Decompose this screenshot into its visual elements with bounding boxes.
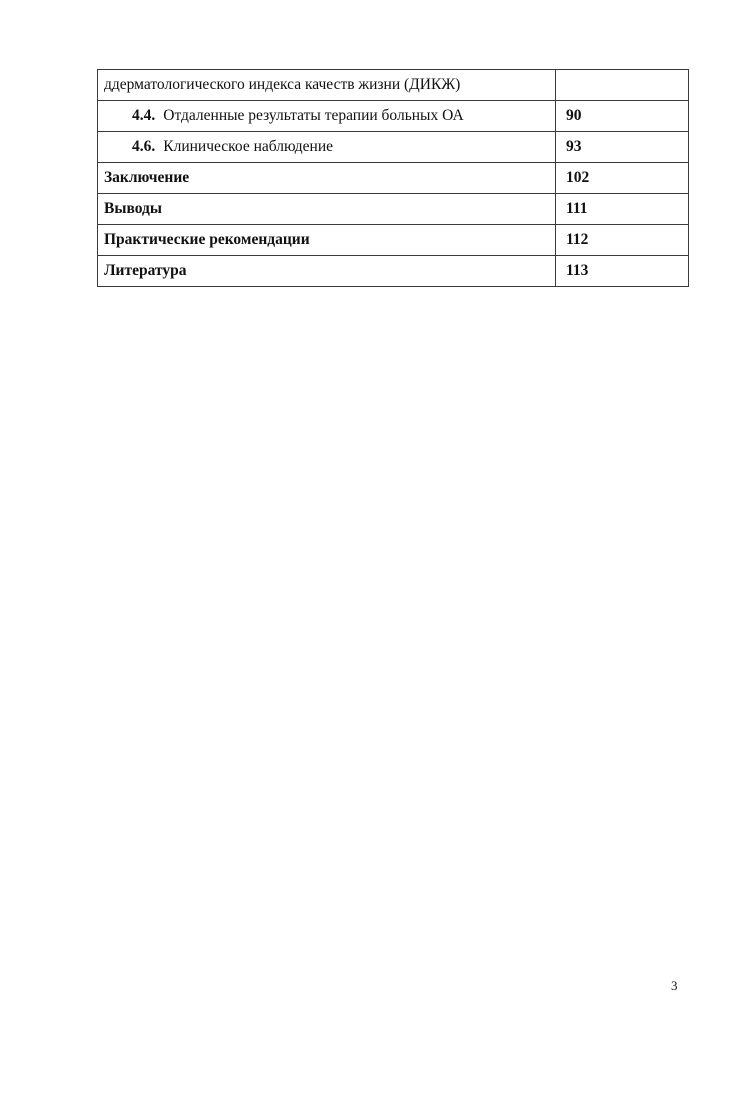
toc-entry-literature: Литература [98,256,556,287]
toc-entry-4-4 [98,101,556,132]
toc-entry-page: 93 [556,132,689,163]
toc-entry-title: Отдаленные результаты терапии больных ОА [163,107,464,124]
toc-row-conclusion [98,163,689,194]
toc-entry-findings: Выводы [98,194,556,225]
toc-entry-number: 4.4. [132,107,156,124]
toc-entry-number: 4.6. [132,138,156,155]
toc-row-findings [98,194,689,225]
page-number: 3 [671,978,678,993]
toc-entry-conclusion: Заключение [98,163,556,194]
toc-entry-page: 112 [556,225,689,256]
toc-entry-title: Клиническое наблюдение [163,138,334,155]
toc-entry-page: 90 [556,101,689,132]
toc-entry-page: 102 [556,163,689,194]
toc-row-literature [98,256,689,287]
toc-entry-page: 111 [556,194,689,225]
toc-row-4-6 [98,132,689,163]
toc-row-recommendations [98,225,689,256]
toc-continued-page [556,70,689,101]
toc-continued-title: ддерматологического индекса качеств жизни (ДИКЖ) [98,70,556,101]
toc-entry-4-6 [98,132,556,163]
toc-entry-recommendations: Практические рекомендации [98,225,556,256]
toc-row-4-4 [98,101,689,132]
table-of-contents [97,69,689,287]
toc-row-continued [98,70,689,101]
toc-entry-page: 113 [556,256,689,287]
